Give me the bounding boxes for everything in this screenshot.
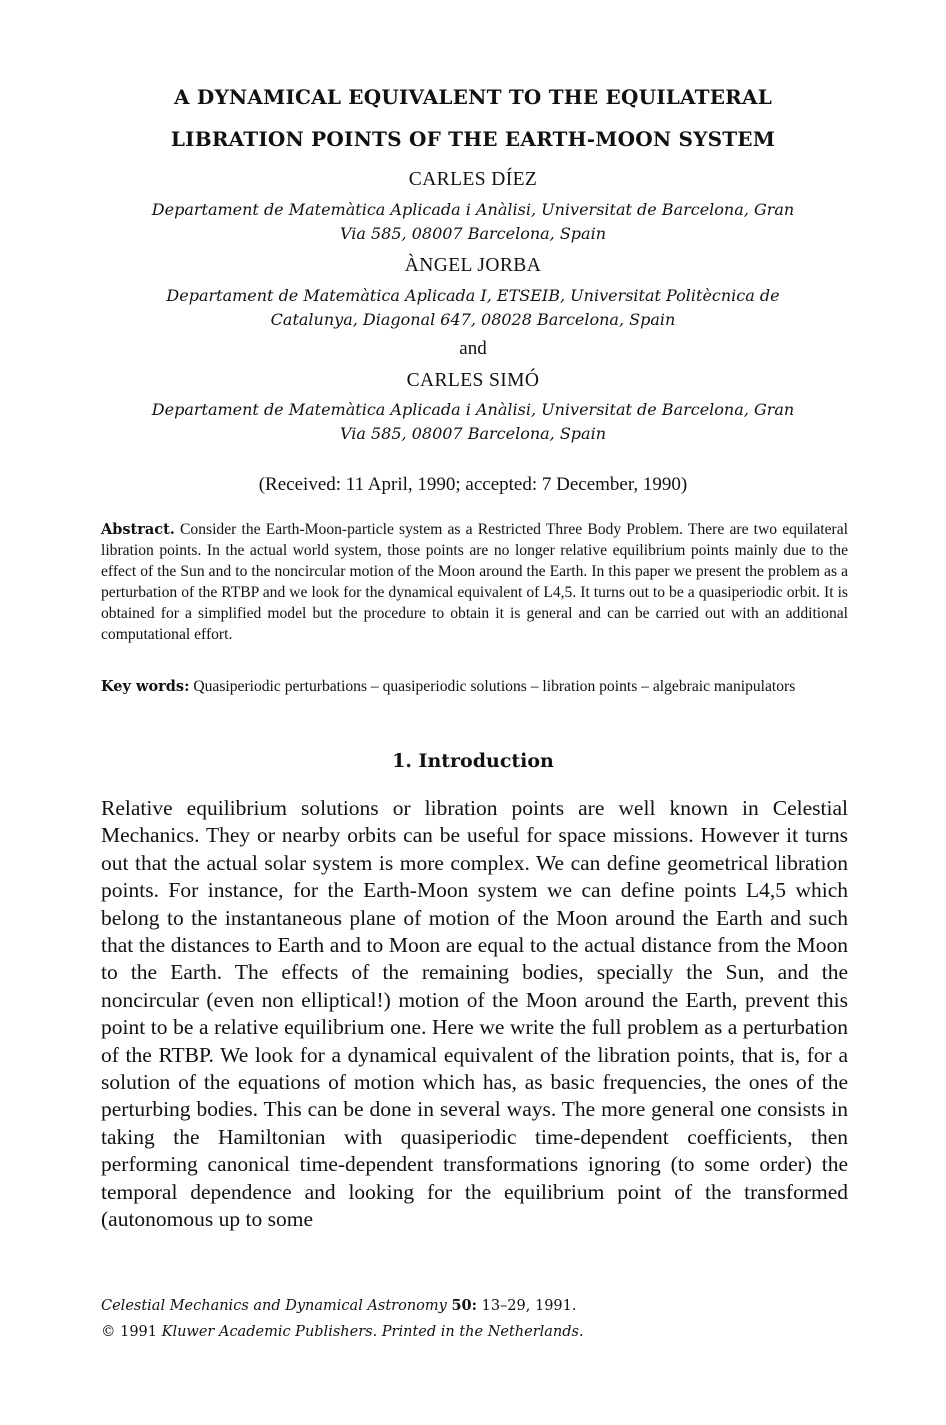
title-line-2: LIBRATION POINTS OF THE EARTH-MOON SYSTEM bbox=[170, 127, 776, 151]
journal-citation bbox=[101, 1293, 848, 1319]
received-dates: (Received: 11 April, 1990; accepted: 7 December, 1990) bbox=[258, 474, 688, 495]
page-footer bbox=[101, 1293, 848, 1345]
introduction-paragraph: Relative equilibrium solutions or libration points are well known in Celestial Mechanics. They or nearby orbits can be useful for space missions. However it turns out that the actual solar system is more complex. We can define geometrical libration points. For instance, for the Earth-Moon system we can define points L4,5 which belong to the instantaneous plane of motion of the Moon around the Earth and such that the distances to Earth and to Moon are equal to the actual distance from the Moon to the Earth. The effects of the remaining bodies, specially the Sun, and the noncircular (even non elliptical!) motion of the Moon around the Earth, prevent this point to be a relative equilibrium one. Here we write the full problem as a perturbation of the RTBP. We look for a dynamical equivalent of the libration points, that is, for a solution of the equations of motion which has, as basic frequencies, the ones of the perturbing bodies. This can be done in several ways. The more general one consists in taking the Hamiltonian with quasiperiodic time-dependent coefficients, then performing canonical time-dependent transformations ignoring (to some order) the temporal dependence and looking for the equilibrium point of the transformed (autonomous up to some bbox=[101, 796, 848, 1232]
author-affiliation-1 bbox=[100, 198, 846, 246]
affiliation-3-line-2: Via 585, 08007 Barcelona, Spain bbox=[339, 424, 606, 443]
keywords bbox=[101, 676, 848, 697]
author-name-2: ÀNGEL JORBA bbox=[404, 255, 542, 276]
abstract bbox=[101, 519, 848, 645]
section-heading: 1. Introduction bbox=[392, 750, 554, 772]
author-affiliation-2 bbox=[100, 284, 846, 332]
journal-name: Celestial Mechanics and Dynamical Astronomy bbox=[101, 1298, 447, 1314]
author-name-3: CARLES SIMÓ bbox=[406, 370, 540, 391]
copyright-line bbox=[101, 1319, 848, 1345]
author-affiliation-3 bbox=[100, 398, 846, 446]
journal-pages: 13–29, 1991. bbox=[481, 1298, 577, 1314]
paper-title bbox=[60, 76, 886, 160]
affiliation-2-line-2: Catalunya, Diagonal 647, 08028 Barcelona, Spain bbox=[270, 310, 676, 329]
journal-volume: 50: bbox=[451, 1297, 477, 1314]
keywords-label: Key words: bbox=[101, 678, 190, 695]
publisher: Kluwer Academic Publishers. Printed in the Netherlands. bbox=[161, 1324, 584, 1340]
copyright-prefix: © 1991 bbox=[101, 1324, 158, 1340]
author-name-1: CARLES DÍEZ bbox=[408, 169, 538, 190]
affiliation-2-line-1: Departament de Matemàtica Aplicada I, ETSEIB, Universitat Politècnica de bbox=[166, 286, 780, 305]
abstract-text: Consider the Earth-Moon-particle system as a Restricted Three Body Problem. There are two equilateral libration points. In the actual world system, those points are no longer relative equilibrium points mainly due to the effect of the Sun and to the noncircular motion of the Moon around the Earth. In this paper we present the problem as a perturbation of the RTBP and we look for the dynamical equivalent of L4,5. It turns out to be a quasiperiodic orbit. It is obtained for a simplified model but the procedure to obtain it is general and can be carried out with an additional computational effort. bbox=[101, 521, 848, 643]
keywords-text: Quasiperiodic perturbations – quasiperiodic solutions – libration points – algebraic manipulators bbox=[193, 678, 796, 695]
author-conjunction: and bbox=[459, 338, 487, 359]
affiliation-1-line-1: Departament de Matemàtica Aplicada i Anàlisi, Universitat de Barcelona, Gran bbox=[151, 200, 795, 219]
affiliation-1-line-2: Via 585, 08007 Barcelona, Spain bbox=[339, 224, 606, 243]
abstract-label: Abstract. bbox=[101, 521, 175, 538]
affiliation-3-line-1: Departament de Matemàtica Aplicada i Anàlisi, Universitat de Barcelona, Gran bbox=[151, 400, 795, 419]
title-line-1: A DYNAMICAL EQUIVALENT TO THE EQUILATERAL bbox=[174, 85, 772, 109]
